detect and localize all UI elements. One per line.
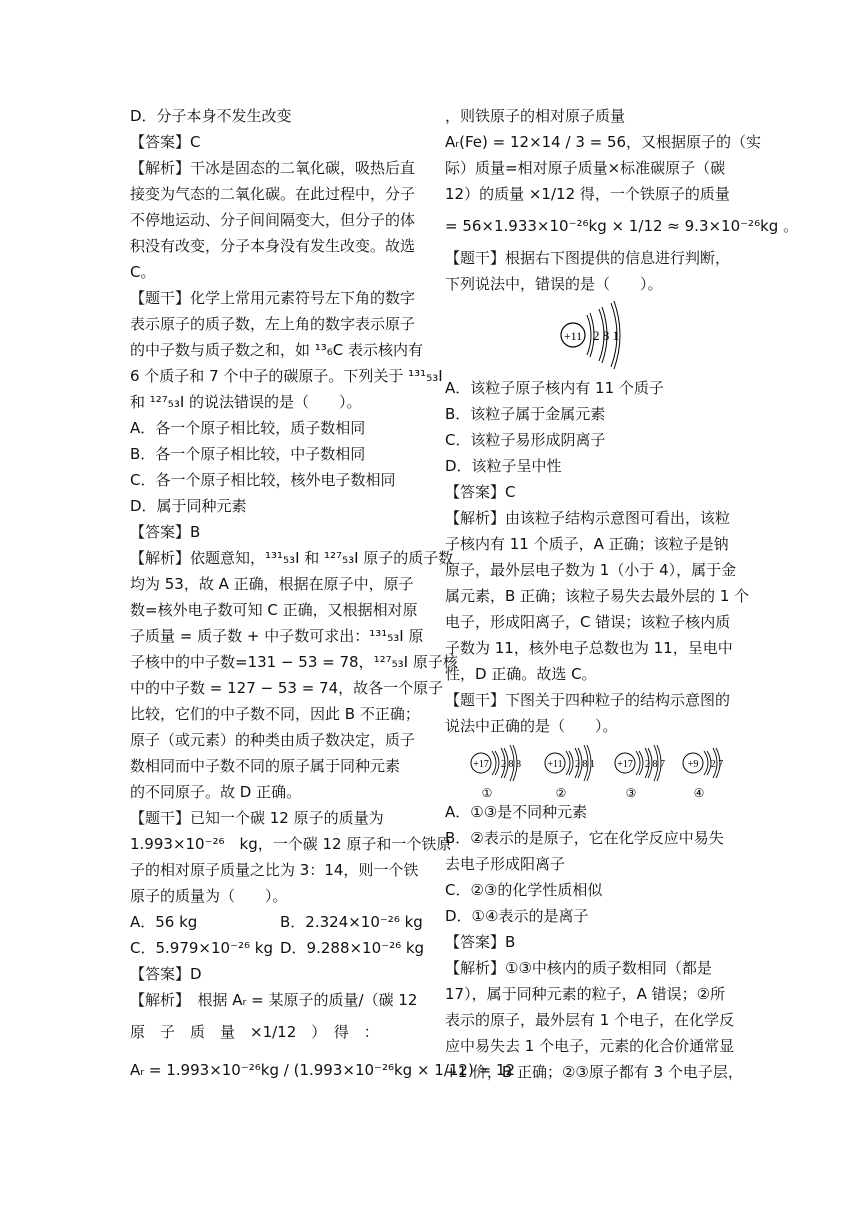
left-solution-block	[130, 961, 516, 1089]
text-line: 数=核外电子数可知 C 正确，又根据相对原	[130, 601, 418, 619]
left-text-block	[130, 103, 458, 909]
particle-label: ①	[481, 786, 493, 799]
options-block	[130, 909, 430, 961]
particle-label: ③	[625, 786, 637, 799]
option-item: D．9.288×10⁻²⁶ kg	[280, 939, 425, 957]
text-line: 【解析】①③中核内的质子数相同（都是	[445, 959, 712, 977]
text-line: B．②表示的是原子，它在化学反应中易失	[445, 829, 724, 847]
text-line: 和 ¹²⁷₅₃I 的说法错误的是（ ）。	[130, 393, 362, 411]
text-line: C．各一个原子相比较，核外电子数相同	[130, 471, 396, 489]
text-line: 【题干】已知一个碳 12 原子的质量为	[130, 809, 384, 827]
text-line: C．该粒子易形成阴离子	[445, 431, 606, 449]
text-line: 积没有改变，分子本身没有发生改变。故选	[130, 237, 416, 255]
nucleus-charge: +17	[473, 759, 489, 770]
text-line: 接变为气态的二氧化碳。在此过程中，分子	[130, 185, 416, 203]
text-line: 【解析】由该粒子结构示意图可看出，该粒	[445, 509, 731, 527]
text-line: 原子的质量为（ ）。	[130, 887, 288, 905]
text-line: 的不同原子。故 D 正确。	[130, 783, 302, 801]
electron-shell-arc	[636, 751, 640, 775]
text-line: 子质量 = 质子数 + 中子数可求出：¹³¹₅₃I 原	[130, 627, 424, 645]
text-line: 【解析】 根据 Aᵣ = 某原子的质量/（碳 12	[130, 991, 418, 1009]
option-row	[130, 909, 430, 935]
nucleus-charge: +11	[563, 329, 583, 343]
text-line: 【答案】C	[445, 483, 516, 501]
option-item: A．56 kg	[130, 913, 198, 931]
text-line: 属元素，B 正确；该粒子易失去最外层的 1 个	[445, 587, 750, 605]
text-line: D．该粒子呈中性	[445, 457, 562, 475]
text-line: Aᵣ = 1.993×10⁻²⁶kg / (1.993×10⁻²⁶kg × 1/12) = 12	[130, 1061, 516, 1079]
particle-label: ④	[693, 786, 705, 799]
text-line: 子核中的中子数=131 − 53 = 78，¹²⁷₅₃I 原子核	[130, 653, 458, 671]
text-line: C．②③的化学性质相似	[445, 881, 603, 899]
text-line: 【题干】根据右下图提供的信息进行判断，	[445, 249, 731, 267]
text-line: 应中易失去 1 个电子，元素的化合价通常显	[445, 1037, 735, 1055]
text-line: 【答案】B	[130, 523, 201, 541]
text-line: 【答案】D	[130, 965, 202, 983]
text-line: 子数为 11，核外电子总数也为 11，呈电中	[445, 639, 733, 657]
particle-diagram	[615, 745, 665, 799]
particle-label: ②	[555, 786, 567, 799]
text-line: = 56×1.933×10⁻²⁶kg × 1/12 ≈ 9.3×10⁻²⁶kg 。	[445, 217, 799, 235]
text-line: 【答案】B	[445, 933, 516, 951]
text-line: 子核内有 11 个质子，A 正确；该粒子是钠	[445, 535, 729, 553]
option-item: C．5.979×10⁻²⁶ kg	[130, 939, 273, 957]
text-line: 际）质量=相对原子质量×标准碳原子（碳	[445, 159, 726, 177]
particle-diagram	[471, 745, 521, 799]
text-line: 子的相对原子质量之比为 3：14，则一个铁	[130, 861, 419, 879]
electron-shell-arc	[566, 751, 570, 775]
text-line: 【答案】C	[130, 133, 201, 151]
particle-diagram	[545, 745, 595, 799]
text-line: 1.993×10⁻²⁶ kg，一个碳 12 原子和一个铁原	[130, 835, 452, 853]
text-line: A．①③是不同种元素	[445, 803, 588, 821]
text-line: 原 子 质 量 ×1/12 ） 得 ：	[130, 1023, 379, 1041]
shell-electrons: 2 8 1	[593, 328, 619, 343]
text-line: C。	[130, 263, 156, 281]
text-line: 电子，形成阳离子，C 错误；该粒子核内质	[445, 613, 731, 631]
shell-electrons: 2 7	[710, 759, 724, 770]
text-line: 6 个质子和 7 个中子的碳原子。下列关于 ¹³¹₅₃I	[130, 367, 443, 385]
option-item: B．2.324×10⁻²⁶ kg	[280, 913, 423, 931]
text-line: 12）的质量 ×1/12 得，一个铁原子的质量	[445, 185, 730, 203]
text-line: B．该粒子属于金属元素	[445, 405, 606, 423]
text-line: 17），属于同种元素的粒子，A 错误；②所	[445, 985, 726, 1003]
nucleus-charge: +9	[687, 759, 699, 770]
text-line: 数相同而中子数不同的原子属于同种元素	[130, 757, 401, 775]
text-line: 【解析】依题意知，¹³¹₅₃I 和 ¹²⁷₅₃I 原子的质子数	[130, 549, 454, 567]
electron-shell-arc	[492, 751, 496, 775]
text-line: 下列说法中，错误的是（ ）。	[445, 275, 663, 293]
right-text-block	[445, 103, 799, 297]
text-line: 表示的原子，最外层有 1 个电子，在化学反	[445, 1011, 735, 1029]
text-line: 【题干】下图关于四种粒子的结构示意图的	[445, 691, 731, 709]
text-line: D．分子本身不发生改变	[130, 107, 292, 125]
text-line: 原子（或元素）的种类由质子数决定，质子	[130, 731, 416, 749]
text-line: 【解析】干冰是固态的二氧化碳，吸热后直	[130, 159, 416, 177]
right-middle-block	[445, 375, 750, 739]
text-line: 说法中正确的是（ ）。	[445, 717, 618, 735]
text-line: D．①④表示的是离子	[445, 907, 589, 925]
text-line: 去电子形成阳离子	[445, 855, 566, 873]
electron-shell-arc	[704, 751, 708, 775]
text-line: A．该粒子原子核内有 11 个质子	[445, 379, 664, 397]
text-line: A．各一个原子相比较，质子数相同	[130, 419, 366, 437]
text-line: Aᵣ(Fe) = 12×14 / 3 = 56，又根据原子的（实	[445, 133, 762, 151]
text-line: B．各一个原子相比较，中子数相同	[130, 445, 366, 463]
text-line: D．属于同种元素	[130, 497, 247, 515]
shell-electrons: 2 8 1	[575, 759, 595, 770]
right-column	[445, 103, 799, 1085]
particle-diagram	[683, 748, 723, 799]
shell-electrons: 2 8 7	[645, 759, 665, 770]
right-tail-block	[445, 799, 743, 1085]
option-row	[130, 935, 430, 961]
four-particles-diagram	[445, 739, 735, 799]
nucleus-charge: +17	[617, 759, 633, 770]
text-line: 原子，最外层电子数为 1（小于 4），属于金	[445, 561, 737, 579]
text-line: 的中子数与质子数之和，如 ¹³₆C 表示核内有	[130, 341, 424, 359]
text-line: +1 价，B 正确；②③原子都有 3 个电子层，	[445, 1063, 743, 1081]
text-line: 【题干】化学上常用元素符号左下角的数字	[130, 289, 416, 307]
text-line: 中的中子数 = 127 − 53 = 74，故各一个原子	[130, 679, 444, 697]
text-line: 性，D 正确。故选 C。	[445, 665, 597, 683]
text-line: 不停地运动、分子间间隔变大，但分子的体	[130, 211, 416, 229]
text-line: ，则铁原子的相对原子质量	[445, 107, 626, 125]
text-line: 比较，它们的中子数不同，因此 B 不正确；	[130, 705, 420, 723]
sodium-atom-diagram	[445, 297, 735, 375]
text-line: 均为 53，故 A 正确，根据在原子中，原子	[130, 575, 414, 593]
text-line: 表示原子的质子数，左上角的数字表示原子	[130, 315, 416, 333]
nucleus-charge: +11	[547, 759, 563, 770]
shell-electrons: 2 8 8	[501, 759, 521, 770]
